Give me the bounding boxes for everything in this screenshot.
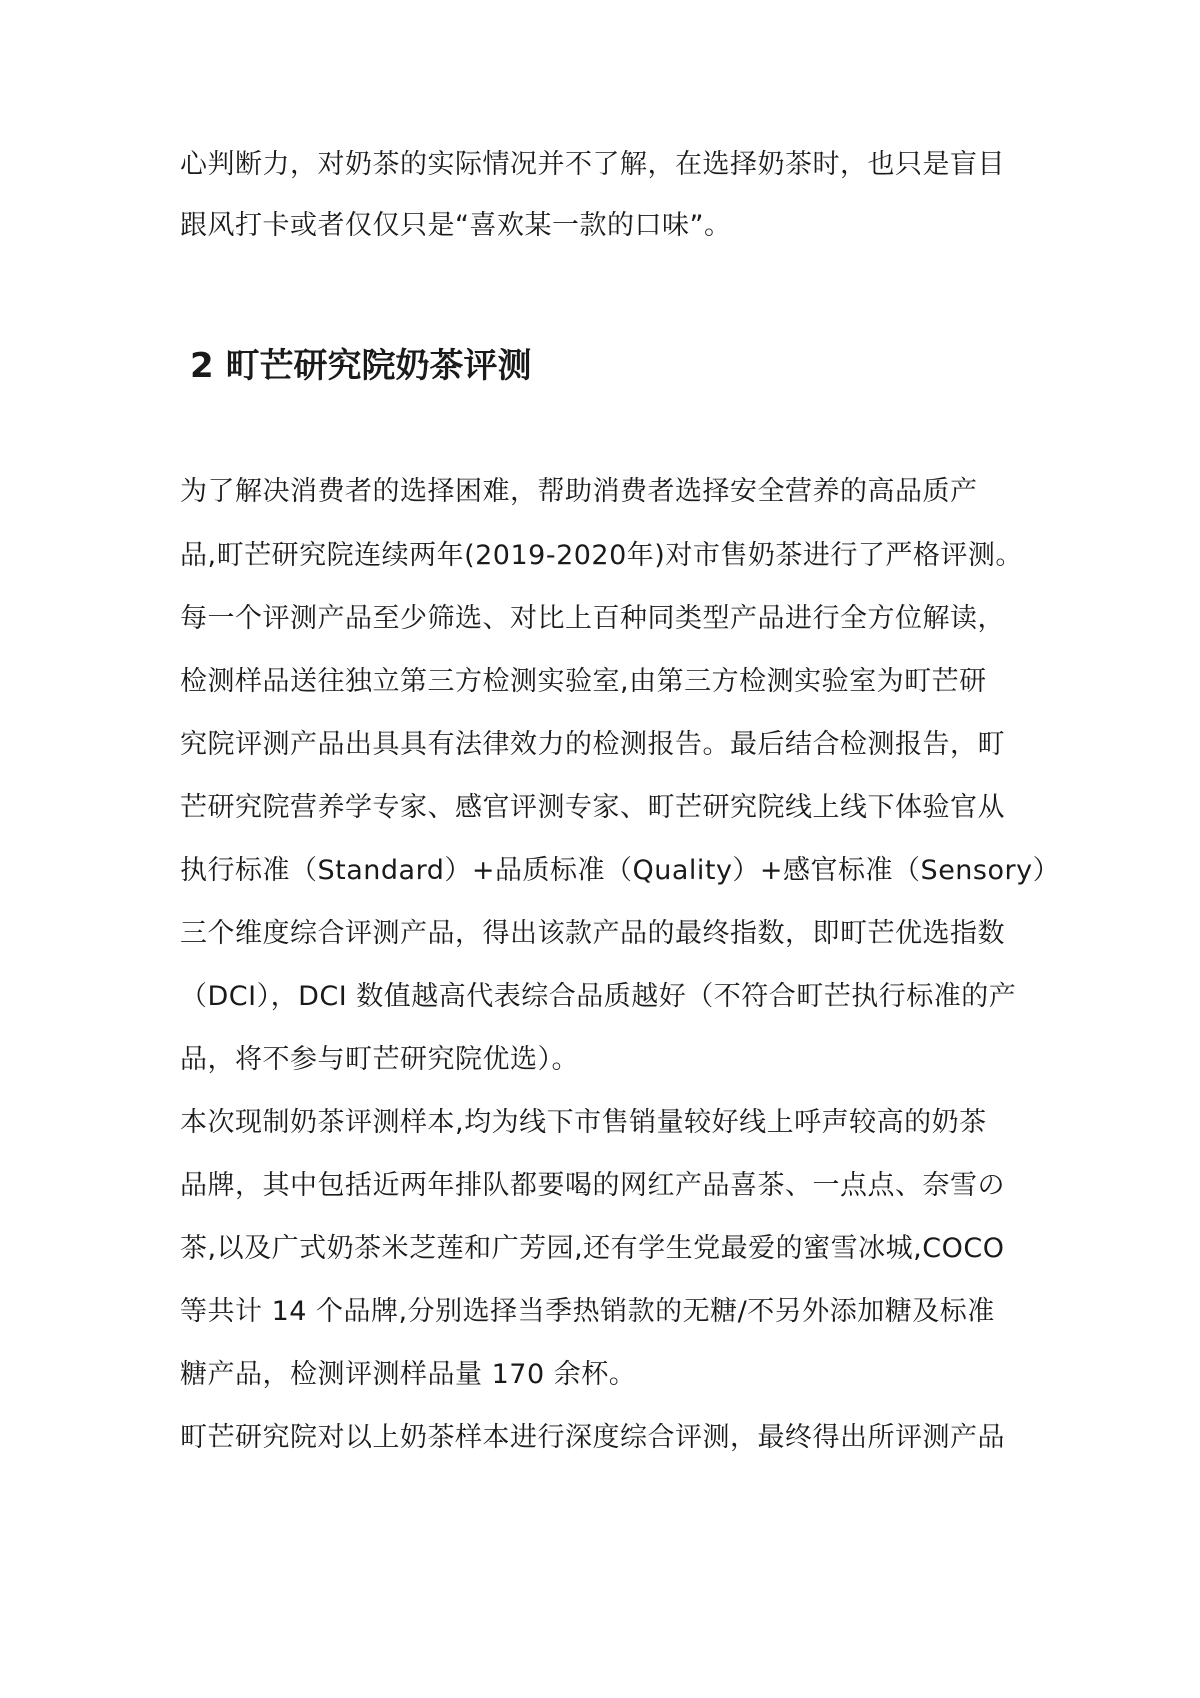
paragraph-line: 执行标准（Standard）+品质标准（Quality）+感官标准（Sensory） <box>180 855 1061 886</box>
paragraph-line: 品，将不参与町芒研究院优选）。 <box>180 1044 579 1075</box>
paragraph-line: 茶,以及广式奶茶米芝莲和广芳园,还有学生党最爱的蜜雪冰城,COCO <box>180 1233 1005 1264</box>
intro-line: 跟风打卡或者仅仅只是“喜欢某一款的口味”。 <box>180 210 732 241</box>
paragraph-line: 町芒研究院对以上奶茶样本进行深度综合评测，最终得出所评测产品 <box>180 1422 1005 1453</box>
paragraph-line: 三个维度综合评测产品，得出该款产品的最终指数，即町芒优选指数 <box>180 918 1005 949</box>
paragraph-line: （DCI），DCI 数值越高代表综合品质越好（不符合町芒执行标准的产 <box>180 981 1017 1012</box>
paragraph-line: 检测样品送往独立第三方检测实验室,由第三方检测实验室为町芒研 <box>180 666 987 697</box>
paragraph-line: 究院评测产品出具具有法律效力的检测报告。最后结合检测报告，町 <box>180 729 1005 760</box>
paragraph-line: 等共计 14 个品牌,分别选择当季热销款的无糖/不另外添加糖及标准 <box>180 1296 995 1327</box>
paragraph-line: 为了解决消费者的选择困难，帮助消费者选择安全营养的高品质产 <box>180 476 978 507</box>
paragraph-line: 品牌，其中包括近两年排队都要喝的网红产品喜茶、一点点、奈雪の <box>180 1170 1005 1201</box>
paragraph-line: 品,町芒研究院连续两年(2019-2020年)对市售奶茶进行了严格评测。 <box>180 540 1023 571</box>
paragraph-line: 芒研究院营养学专家、感官评测专家、町芒研究院线上线下体验官从 <box>180 792 1005 823</box>
paragraph-line: 糖产品，检测评测样品量 170 余杯。 <box>180 1359 637 1390</box>
section-heading: 2 町芒研究院奶茶评测 <box>190 346 532 386</box>
intro-line: 心判断力，对奶茶的实际情况并不了解，在选择奶茶时，也只是盲目 <box>180 149 1005 180</box>
paragraph-line: 本次现制奶茶评测样本,均为线下市售销量较好线上呼声较高的奶茶 <box>180 1107 987 1138</box>
paragraph-line: 每一个评测产品至少筛选、对比上百种同类型产品进行全方位解读， <box>180 603 1005 634</box>
